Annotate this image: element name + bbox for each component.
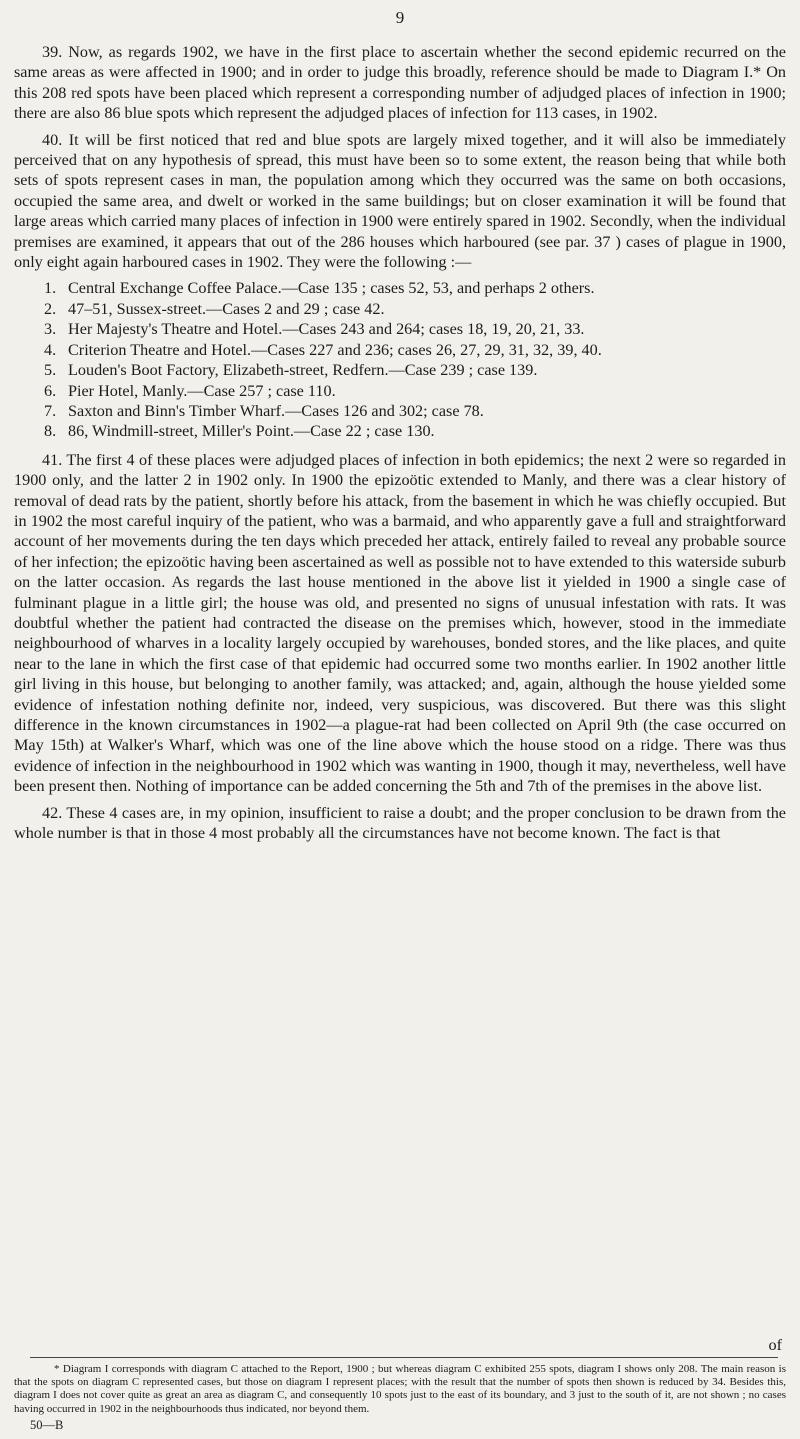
paragraph-40: 40. It will be first noticed that red and blue spots are largely mixed together, and it will also be immediately perceived that on any hypothesis of spread, this must have been so to some extent, the reason being that while both sets of spots represent cases in man, the population among which they occurred was the same on both occasions, occupied the same area, and dwelt or worked in the same buildings; but on closer examination it will be found that large areas which carried many places of infection in 1900 were entirely spared in 1902. Secondly, when the individual premises are examined, it appears that out of the 286 houses which harboured (see par. 37 ) cases of plague in 1900, only eight again harboured cases in 1902. They were the following :—: [14, 130, 786, 272]
list-item-text: Pier Hotel, Manly.—Case 257 ; case 110.: [68, 381, 336, 400]
list-item-text: 86, Windmill-street, Miller's Point.—Case 22 ; case 130.: [68, 422, 435, 441]
list-item: [14, 299, 786, 319]
page-number: 9: [395, 8, 405, 27]
list-item-number: 2.: [44, 299, 57, 318]
list-item: [14, 381, 786, 401]
list-item: [14, 360, 786, 380]
list-item-number: 5.: [44, 361, 57, 380]
list-item: [14, 421, 786, 441]
body-text: [14, 42, 786, 849]
footnote-divider: [30, 1357, 778, 1358]
list-item-number: 8.: [44, 422, 57, 441]
list-item-number: 6.: [44, 381, 57, 400]
list-item: [14, 319, 786, 339]
list-item-text: Saxton and Binn's Timber Wharf.—Cases 126 and 302; case 78.: [68, 401, 484, 420]
list-item-text: Louden's Boot Factory, Elizabeth-street, Redfern.—Case 239 ; case 139.: [68, 361, 538, 380]
signature-mark: 50—B: [30, 1418, 64, 1432]
paragraph-41: 41. The first 4 of these places were adjudged places of infection in both epidemics; the next 2 were so regarded in 1900 only, and the latter 2 in 1902 only. In 1900 the epizoötic extended to Manly, and there was a clear history of removal of dead rats by the patient, shortly before his attack, from the basement in which he was chiefly occupied. But in 1902 the most careful inquiry of the patient, who was a barmaid, and who apparently gave a full and straightforward account of her movements during the ten days which preceded her attack, entirely failed to reveal any probable source of her infection; the epizoötic having been ascertained as well as possible not to have extended to this waterside suburb on the latter occasion. As regards the last house mentioned in the above list it yielded in 1900 a single case of fulminant plague in a little girl; the house was old, and presented no signs of unusual infestation with rats. It was doubtful whether the patient had contracted the disease on the premises which, however, stood in the immediate neighbourhood of wharves in a locality largely occupied by warehouses, bonded stores, and the like places, and quite near to the lane in which the first case of that epidemic had occurred some two months earlier. In 1902 another little girl living in this house, but belonging to another family, was attacked; and, again, although the house yielded some evidence of infestation nothing definite nor, indeed, very suspicious, was discovered. But there was this slight difference in the known circumstances in 1902—a plague-rat had been collected on April 9th (the case occurred on May 15th) at Walker's Wharf, which was one of the line above which the house stood on a ridge. There was thus evidence of infection in the neighbourhood in 1902 which was wanting in 1900, though it may, nevertheless, well have been present then. Nothing of importance can be added concerning the 5th and 7th of the premises in the above list.: [14, 450, 786, 796]
list-item-number: 7.: [44, 401, 57, 420]
list-item: [14, 278, 786, 298]
paragraph-39: 39. Now, as regards 1902, we have in the first place to ascertain whether the second epidemic recurred on the same areas as were affected in 1900; and in order to judge this broadly, reference should be made to Diagram I.* On this 208 red spots have been placed which represent a corresponding number of adjudged places of infection in 1900; there are also 86 blue spots which represent the adjudged places of infection for 113 cases, in 1902.: [14, 43, 786, 123]
list-item-number: 1.: [44, 279, 57, 298]
list-item-number: 4.: [44, 340, 57, 359]
list-item: [14, 401, 786, 421]
footnote: * Diagram I corresponds with diagram C attached to the Report, 1900 ; but whereas diagram C exhibited 255 spots, diagram I shows only 208. The main reason is that the spots on diagram C represented cases, but those on diagram I represent places; with the result that the number of spots then shown is reduced by 34. Besides this, diagram I does not cover quite as great an area as diagram C, and consequently 10 spots just to the east of its boundary, and 3 just to the south of it, are not shown ; no cases having occurred in 1902 in the neighbourhoods thus indicated, nor beyond them.: [14, 1363, 786, 1415]
list-item-text: Criterion Theatre and Hotel.—Cases 227 and 236; cases 26, 27, 29, 31, 32, 39, 40.: [68, 340, 602, 359]
list-item-text: Central Exchange Coffee Palace.—Case 135 ; cases 52, 53, and perhaps 2 others.: [68, 279, 595, 298]
list-item-number: 3.: [44, 320, 57, 339]
catchword: of: [768, 1336, 782, 1354]
paragraph-42: 42. These 4 cases are, in my opinion, insufficient to raise a doubt; and the proper conclusion to be drawn from the whole number is that in those 4 most probably all the circumstances have not become known. The fact is that: [14, 803, 786, 843]
list-item: [14, 340, 786, 360]
premises-list: [14, 278, 786, 441]
list-item-text: 47–51, Sussex-street.—Cases 2 and 29 ; case 42.: [68, 299, 385, 318]
list-item-text: Her Majesty's Theatre and Hotel.—Cases 243 and 264; cases 18, 19, 20, 21, 33.: [68, 320, 585, 339]
